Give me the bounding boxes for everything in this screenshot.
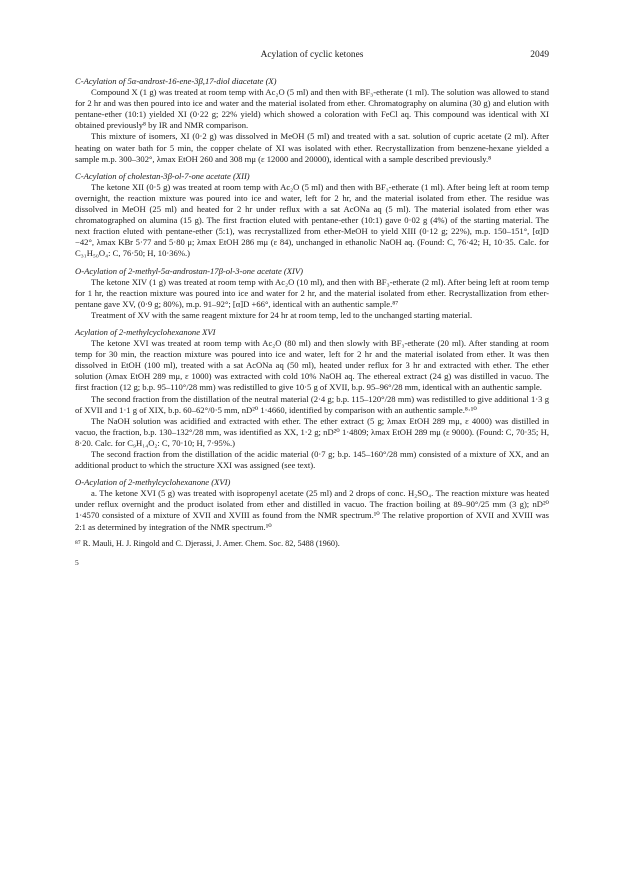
page-number: 2049 — [530, 50, 549, 60]
paragraph: Treatment of XV with the same reagent mixture for 24 hr at room temp, led to the unchanged starting material. — [91, 309, 473, 320]
section-heading: O-Acylation of 2-methylcyclohexanone (XVI) — [75, 477, 231, 488]
section-heading: Acylation of 2-methylcyclohexanone XVI — [75, 326, 216, 337]
paragraph: Compound X (1 g) was treated at room temp with Ac₂O (5 ml) and then with BF₃-etherate (1 ml). The solution was allowed to stand for 2 hr and was then poured into ice and water and the material isolated from ether. Chromatography on alumina (30 g) and elution with pentane-ether (10:1) yielded XI (0·22 g; 22% yield) which showed a coloration with FeCl aq. This compound was identical with XI obtained previously⁸ by IR and NMR comparison. — [75, 87, 549, 131]
section-acylation-androstene — [75, 76, 549, 165]
paragraph: This mixture of isomers, XI (0·2 g) was dissolved in MeOH (5 ml) and treated with a sat. solution of cupric acetate (2 ml). After heating on water bath for 5 min, the copper chelate of XI was isolated with ether. Recrystallization from benzene-hexane yielded a sample m.p. 300–302°, λmax EtOH 260 and 308 mμ (ε 12000 and 20000), identical with a sample described previously.⁸ — [75, 131, 549, 164]
section-acylation-cholestanol — [75, 171, 549, 260]
footnote: ⁸⁷ R. Mauli, H. J. Ringold and C. Djerassi, J. Amer. Chem. Soc. 82, 5488 (1960). — [75, 538, 340, 548]
paragraph: a. The ketone XVI (5 g) was treated with isopropenyl acetate (25 ml) and 2 drops of conc. H₂SO₄. The reaction mixture was heated under reflux overnight and the product isolated from ether and distilled in vacuo. The fraction boiling at 89–90°/25 mm (3 g); nD²⁰ 1·4570 consisted of a mixture of XVII and XVIII as found from the NMR spectrum.¹⁰ The relative proportion of XVII and XVIII was 2:1 as determined by integration of the NMR spectrum.¹⁰ — [75, 488, 549, 532]
section-acylation-methylcyclohexanone — [75, 327, 549, 471]
paragraph: The ketone XVI was treated at room temp with Ac₂O (80 ml) and then slowly with BF₃-etherate (20 ml). After standing at room temp for 30 min, the reaction mixture was poured into ice and water, left for 2 hr and the material isolated from ether. It was then dissolved in EtOH (100 ml), treated with a sat AcONa aq (50 ml), heated under reflux for 3 hr and extracted with ether. The ether solution (λmax EtOH 289 mμ, ε 1000) was extracted with cold 10% NaOH aq. The ethereal extract (24 g) was distilled in vacuo. The first fraction (12 g; b.p. 95–110°/28 mm) was redistilled to give 10·5 g of XVII, b.p. 95–96°/28 mm, identical with an authentic sample. — [75, 338, 549, 393]
paragraph: The second fraction from the distillation of the neutral material (2·4 g; b.p. 115–120°/28 mm) was redistilled to give additional 1·3 g of XVII and 1·1 g of XIX, b.p. 60–62°/0·5 mm, nD²⁰ 1·4660, identified by comparison with an authentic sample.⁸·¹⁰ — [75, 393, 549, 415]
paragraph: The second fraction from the distillation of the acidic material (0·7 g; b.p. 145–160°/28 mm) consisted of a mixture of XX, and an additional product to which the structure XXI was assigned (see text). — [75, 449, 549, 471]
running-head — [75, 50, 549, 66]
paragraph: The ketone XIV (1 g) was treated at room temp with Ac₂O (10 ml), and then with BF₃-etherate (2 ml). After being left at room temp for 1 hr, the reaction mixture was poured into ice and water for 2 hr, and the material isolated from ether. Recrystallization from ether-pentane gave XV, (0·9 g; 80%), m.p. 91–92°; [α]D +66°, identical with an authentic sample.⁸⁷ — [75, 276, 549, 309]
paragraph: The NaOH solution was acidified and extracted with ether. The ether extract (5 g; λmax EtOH 289 mμ, ε 4000) was distilled in vacuo, the fraction, b.p. 130–132°/28 mm, was identified as XX, 1·2 g; nD²⁰ 1·4809; λmax EtOH 289 mμ (ε 9000). (Found: C, 70·35; H, 8·20. Calc. for C₉H₁₄O₂: C, 70·10; H, 7·95%.) — [75, 415, 549, 448]
paper-page — [75, 50, 549, 568]
section-heading: O-Acylation of 2-methyl-5α-androstan-17β-ol-3-one acetate (XIV) — [75, 265, 304, 276]
section-heading: C-Acylation of cholestan-3β-ol-7-one acetate (XII) — [75, 170, 250, 181]
section-heading: C-Acylation of 5α-androst-16-ene-3β,17-diol diacetate (X) — [75, 76, 277, 86]
footer-mark: 5 — [75, 557, 79, 567]
section-o-acylation-androstanol — [75, 266, 549, 321]
section-o-acylation-methylcyclohexanone — [75, 477, 549, 532]
paragraph: The ketone XII (0·5 g) was treated at room temp with Ac₂O (5 ml) and then with BF₃-etherate (1 ml). After being left at room temp overnight, the reaction mixture was poured into ice and water, left for 2 hr, and the material isolated from ether. The residue was dissolved in MeOH (25 ml) and heated for 2 hr under reflux with a sat AcONa aq (5 ml). The material isolated from ether was chromatographed on alumina (15 g). The first fraction eluted with pentane-ether (10:1) gave 0·02 g (4%) of the starting material. The next fraction eluted with pentane-ether (5:1), was recrystallized from ether-MeOH to yield XIII (0·12 g; 22%), m.p. 150–151°, [α]D −42°, λmax KBr 5·77 and 5·80 μ; λmax EtOH 286 mμ (ε 84), unchanged in ethanolic NaOH aq. (Found: C, 76·42; H, 10·35. Calc. for C₃₁H₅₀O₄: C, 76·50; H, 10·36%.) — [75, 181, 549, 259]
running-title: Acylation of cyclic ketones — [260, 50, 364, 60]
